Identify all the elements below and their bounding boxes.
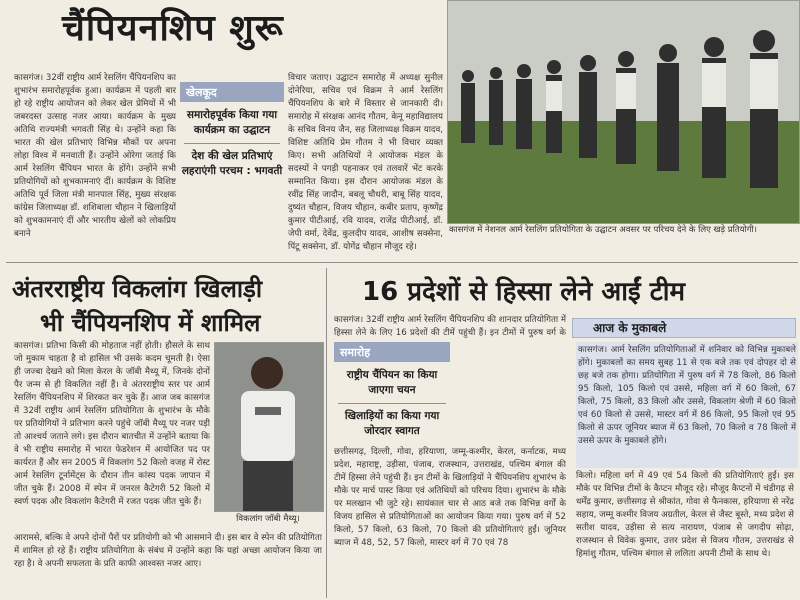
top-subheading-2: देश की खेल प्रतिभाएं लहराएंगी परचम : भगवती bbox=[181, 150, 283, 177]
mid-headline: 16 प्रदेशों से हिस्सा लेने आईं टीम bbox=[362, 277, 686, 307]
mid-subheading-2: खिलाड़ियों का किया गया जोरदार स्वागत bbox=[344, 410, 440, 437]
left-story-body-a: कासगंज। प्रतिभा किसी की मोहताज नहीं होती। हौसले के साथ जो मुकाम चाहता है वो हासिल भी उसके कदम चूमती है। ऐसा ही जज्बा देखने को मिला केरल के जॉबी मैथ्यू में, जिनके दोनों पैर जन्म से ही विकलित नहीं हैं। वे अंतरराष्ट्रीय स्तर पर आर्म रेसलिंग चैंपियनशिप में शिरकत कर चुके हैं। आज जब कासगंज में 32वीं राष्ट्रीय आर्म रेसलिंग प्रतियोगिता के शुभारंभ के मौके पर प्रतियोगियों ने प्रतिभाग करने पहुंचे जॉबी मैथ्यू पर नजर पड़ी तो आश्चर्य जताने लगे। इस दौरान बातचीत में उन्होंने बताया कि वे भी राष्ट्रीय समारोह में भारत फेडरेशन में आयोजित पद पर कार्यरत हैं और सन 2005 में विकलांग 52 किलो वजह में रोस्ट आर्म रेसलिंग टूर्नामेंट्स के दौरान तीन कांस्य पदक जापान में जीत चुके हैं। 2008 में स्पेन में जनरल कैटेगरी 52 किलो में स्वर्ण पदक और विकलांग कैटेगरी में रजत पदक जीत चुके हैं। bbox=[14, 341, 210, 507]
divider bbox=[338, 403, 446, 404]
top-headline: चैंपियनशिप शुरू bbox=[62, 8, 284, 49]
top-story-sidebar bbox=[180, 82, 284, 184]
march-past-photo bbox=[447, 0, 800, 224]
todays-matches-box-title: आज के मुकाबले bbox=[572, 318, 796, 338]
mid-story-body-a-cont bbox=[454, 340, 566, 444]
vertical-rule bbox=[326, 268, 327, 598]
top-story-body-b: विचार जताए। उद्घाटन समारोह में अध्यक्ष सुनील दोनेरिया, सचिव एवं विक्रम ने आर्म रेसलिंग चैंपियनशिप के बारे में विस्तार से जानकारी दी। समारोह में संरक्षक आनंद गौतम, केनू महाविद्यालय के सचिव विनय जैन, सह जिलाध्यक्ष विक्रम यादव, विशिष्ट अतिथि प्रेम गौतम ने भी विचार व्यक्त किए। सभी अतिथियों ने आयोजक मंडल के सदस्यों ने पगड़ी पहनाकर एवं तलवारें भेंट करके सम्मानित किया। इस दौरान आयोजक मंडल के रवींद्र सिंह जादौन, बबलू चौधरी, बाबू सिंह यादव, दुष्यंत चौहान, विजय चौहान, कबीर प्रताप, कृष्णेंद्र कुमार पीटीआई, रवि यादव, राजेंद्र पीटीआई, डॉ. जेपी वर्मा, देवेंद्र, कुलदीप यादव, आशीष सक्सेना, पिंटू सक्सेना, डॉ. योगेंद्र चौहान मौजूद रहे। bbox=[288, 73, 443, 252]
left-headline-1: अंतरराष्ट्रीय विकलांग खिलाड़ी bbox=[12, 275, 263, 303]
right-story-body-a: कासगंज। आर्म रेसलिंग प्रतियोगिताओं में शनिवार को विभिन्न मुकाबले होंगे। मुकाबलों का समय सुबह 11 से एक बजे तक एवं दोपहर दो से छह बजे तक होगा। प्रतियोगिता में पुरुष वर्ग में 78 किलो, 86 किलो 95 किलो, 105 किलो एवं उससे, महिला वर्ग में 60 किलो, 67 किलो, 75 किलो, 83 किलो और उससे, विकलांग श्रेणी में 60 किलो एवं 60 किलो से उससे, मास्टर वर्ग में 86 किलो, 95 किलो एवं 95 किलो से ऊपर जूनियर ब्याज में 63 किलो, 70 किलो व 78 किलो में उससे ऊपर के मुकाबले होंगे। bbox=[576, 342, 798, 468]
horizontal-rule bbox=[6, 262, 798, 263]
top-subheading-1: समारोहपूर्वक किया गया कार्यक्रम का उद्घाटन bbox=[186, 109, 278, 136]
mid-story-body-b: छत्तीसगढ़, दिल्ली, गोवा, हरियाणा, जम्मू-कश्मीर, केरल, कर्नाटक, मध्य प्रदेश, महाराष्ट्र, उड़ीसा, पंजाब, राजस्थान, उत्तराखंड, पश्चिम बंगाल की टीमें हिस्सा लेने पहुंची हैं। इन टीमों के खिलाड़ियों ने चैंपियनशिप शुभारंभ के मौके पर मार्च पास्ट किया एवं अतिथियों को परिचय दिया। शुभारंभ के मौके पर मलखान भी जुटे रहे। सायंकाल चार से आठ बजे तक विभिन्न वर्गों के विजय हासिल से प्रतियोगिताओं का आयोजन किया गया। पुरुष वर्ग में 52 किलो, 57 किलो, 63 किलो, 70 किलो की प्रतियोगिताएं हुईं। जूनियर ब्याज में 48, 52, 57 किलो, मास्टर वर्ग में 70 एवं 78 bbox=[334, 447, 566, 548]
section-label-khelkud: खेलकूद bbox=[180, 82, 284, 102]
player-photo bbox=[214, 342, 324, 512]
mid-story-sidebar bbox=[334, 342, 450, 442]
top-story-body-a-cont bbox=[180, 190, 284, 260]
top-story-body-a: कासगंज। 32वीं राष्ट्रीय आर्म रेसलिंग चैंपियनशिप का शुभारंभ समारोहपूर्वक हुआ। कार्यक्रम में पहली बार हो रहे राष्ट्रीय आयोजन को लेकर खेल प्रेमियों में भी जबरदस्त उत्साह नजर आया। कार्यक्रम के मुख्य अतिथि राज्यमंत्री भगवती सिंह थे। उन्होंने कहा कि भारत की खेल प्रतिभाएं विभिन्न मौकों पर अपना लोहा विश्व में मनवाती हैं। उन्होंने ओरेगा जताई कि आर्म रेसलिंग चैंपियन भारत के होंगे। उन्होंने सभी प्रतियोगियों को शुभकामनाएं दीं। कार्यक्रम के विशिष्ट अतिथि पूर्व जिला मंत्री मानपाल सिंह, मुख्य संरक्षक कांग्रेस जिलाध्यक्ष डॉ. शशिबाला चौहान ने खिलाड़ियों को शुभकामनाएं दीं और भारतीय खेलों को लोकप्रिय बनाने bbox=[14, 73, 176, 239]
divider bbox=[184, 143, 280, 144]
athlete-illustration bbox=[215, 343, 323, 511]
left-photo-caption: विकलांग जॉबी मैथ्यू। bbox=[236, 514, 300, 524]
mid-subheading-1: राष्ट्रीय चैंपियन का किया जाएगा चयन bbox=[346, 369, 438, 396]
left-headline-2: भी चैंपियनशिप में शामिल bbox=[40, 309, 261, 337]
crowd-illustration bbox=[448, 1, 799, 223]
top-photo-caption: कासगंज में नेशनल आर्म रेसलिंग प्रतियोगिता के उद्घाटन अवसर पर परिचय देने के लिए खड़े प्रतियोगी। bbox=[449, 225, 757, 235]
right-story-body-b: किलो। महिला वर्ग में 49 एवं 54 किलो की प्रतियोगिताएं हुईं। इस मौके पर विभिन्न टीमों के कैप्टन मौजूद रहे। मौजूद कैप्टनों में चंडीगढ़ से धर्मेंद्र कुमार, छत्तीसगढ़ से श्रीकांत, गोवा से फैनकास, हरियाणा से नरेंद्र सहाय, जम्मू कश्मीर विजय अग्रतील, केरल से जैस्ट बूस्ते, मध्य प्रदेश से सतीश यादव, उड़ीसा से सत्य नारायण, पंजाब से जगदीप सोढ़ा, राजस्थान से विवेक कुमार, उत्तर प्रदेश से विजय गौतम, उत्तराखंड से हिमांशु गौतम, पश्चिम बंगाल से ललिता अपनी टीमों के साथ थे। bbox=[576, 471, 794, 559]
section-label-samaroh: समारोह bbox=[334, 342, 450, 362]
left-story-body-b: आरामसे, बल्कि वे अपने दोनों पैरों पर प्रतियोगी को भी आसमाने दी। इस बार वे स्पेन की प्रतियोगिता में शामिल हो रहे हैं। राष्ट्रीय प्रतियोगिता के संबंध में उन्होंने कहा कि यहां अच्छा आयोजन किया जा रहा है। वे अपनी सफलता के प्रति काफी आश्वस्त नजर आए। bbox=[14, 533, 322, 569]
mid-story-body-a: कासगंज। 32वीं राष्ट्रीय आर्म रेसलिंग चैंपियनशिप की शानदार प्रतियोगिता में हिस्सा लेने के लिए 16 प्रदेशों की टीमें पहुंची हैं। इन टीमों में पुरुष वर्ग के bbox=[334, 315, 566, 338]
